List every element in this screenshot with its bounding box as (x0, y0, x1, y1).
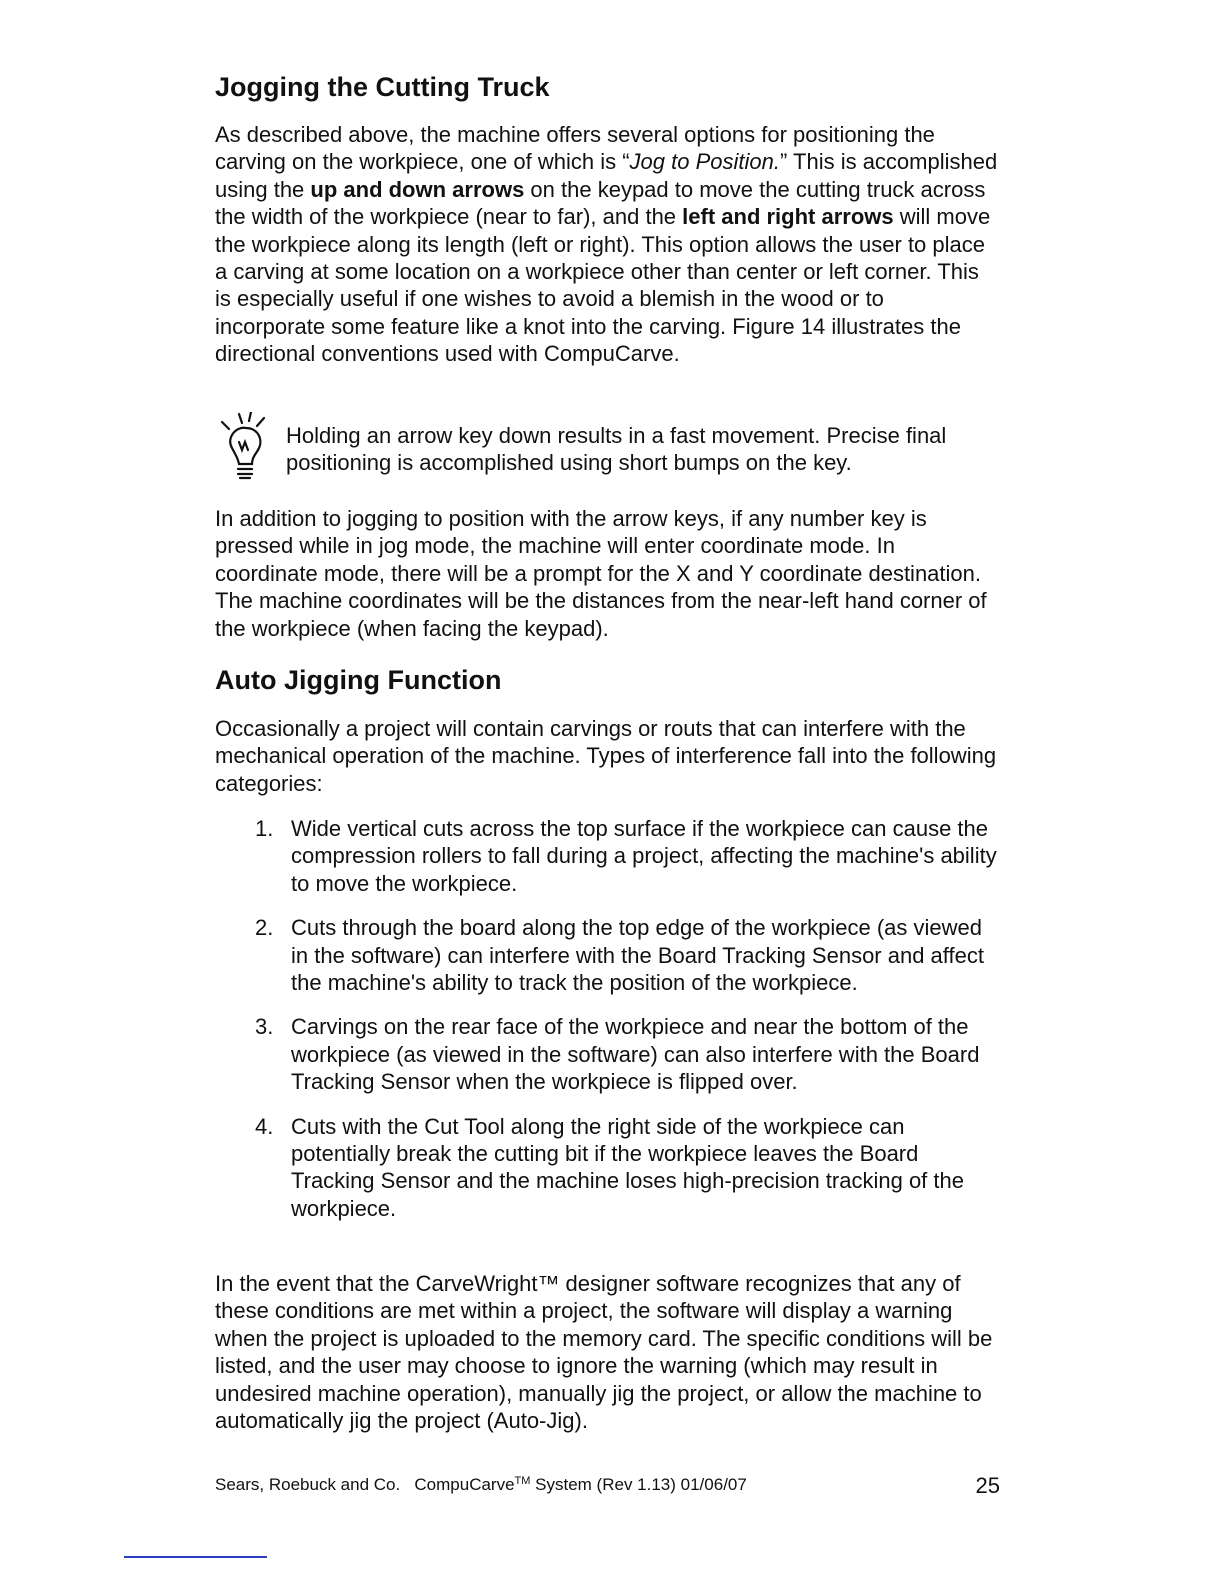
lightbulb-icon (218, 412, 284, 494)
page-number: 25 (975, 1473, 1000, 1498)
section-heading-auto-jigging: Auto Jigging Function (215, 665, 502, 695)
bold-run: left and right arrows (682, 204, 894, 230)
list-item (215, 815, 1000, 897)
footer-product: CompuCarve (414, 1475, 515, 1494)
list-item (215, 1113, 1000, 1223)
trademark-mark: TM (514, 1475, 531, 1487)
list-number: 4. (255, 1113, 274, 1139)
list-item-text: Carvings on the rear face of the workpiece and near the bottom of the workpiece (as viewed in the software) can also interfere with the Board Tracking Sensor when the workpiece is flipped over. (291, 1014, 980, 1095)
text-run: ” This is accomplished using the (215, 149, 998, 202)
list-number: 1. (255, 816, 274, 841)
list-item-text: Cuts with the Cut Tool along the right side of the workpiece can potentially break the cutting bit if the workpiece leaves the Board Tracking Sensor and the machine loses high-precision tracking of the workpiece. (291, 1113, 964, 1221)
coordinate-paragraph: In addition to jogging to position with the arrow keys, if any number key is pressed while in jog mode, the machine will enter coordinate mode. In coordinate mode, there will be a prompt for the X and Y coordinate destination. The machine coordinates will be the distances from the near-left hand corner of the workpiece (when facing the keypad). (215, 506, 987, 641)
text-run: will move the workpiece along its length (left or right). This option allows the user to place a carving at some location on a workpiece other than center or left corner. This is especially useful if one wishes to avoid a blemish in the wood or to incorporate some feature like a knot into the carving. Figure 14 illustrates the directional conventions used with CompuCarve. (215, 204, 991, 367)
list-number: 3. (255, 1014, 274, 1040)
footer-revision: System (Rev 1.13) 01/06/07 (530, 1475, 747, 1494)
footer-text (215, 1475, 747, 1495)
list-item-text: Wide vertical cuts across the top surface if the workpiece can cause the compression rollers to fall during a project, affecting the machine's ability to move the workpiece. (291, 816, 997, 896)
text-run: on the keypad to move the cutting truck across the width of the workpiece (near to far), and the (215, 176, 986, 230)
bottom-link-rule (124, 1556, 267, 1558)
list-number: 2. (255, 915, 274, 941)
footer-company: Sears, Roebuck and Co. (215, 1475, 401, 1494)
italic-run: Jog to Position. (629, 149, 780, 175)
tip-text: Holding an arrow key down results in a fast movement. Precise final positioning is accomplished using short bumps on the key. (286, 423, 947, 476)
auto-jig-intro: Occasionally a project will contain carvings or routs that can interfere with the mechanical operation of the machine. Types of interference fall into the following categories: (215, 716, 997, 796)
bold-run: up and down arrows (310, 176, 525, 202)
list-item (215, 1013, 1000, 1095)
section-heading-jogging: Jogging the Cutting Truck (215, 72, 550, 102)
text-run: As described above, the machine offers several options for positioning the carving on the workpiece, one of which is “ (215, 122, 935, 175)
closing-paragraph: In the event that the CarveWright™ designer software recognizes that any of these conditions are met within a project, the software will display a warning when the project is uploaded to the memory card. The specific conditions will be listed, and the user may choose to ignore the warning (which may result in undesired machine operation), manually jig the project, or allow the machine to automatically jig the project (Auto-Jig). (215, 1271, 993, 1434)
interference-list (215, 815, 1000, 1239)
list-item-text: Cuts through the board along the top edge of the workpiece (as viewed in the software) can interfere with the Board Tracking Sensor and affect the machine's ability to track the position of the workpiece. (291, 915, 984, 996)
jogging-paragraph (215, 121, 1000, 368)
list-item (215, 914, 1000, 996)
